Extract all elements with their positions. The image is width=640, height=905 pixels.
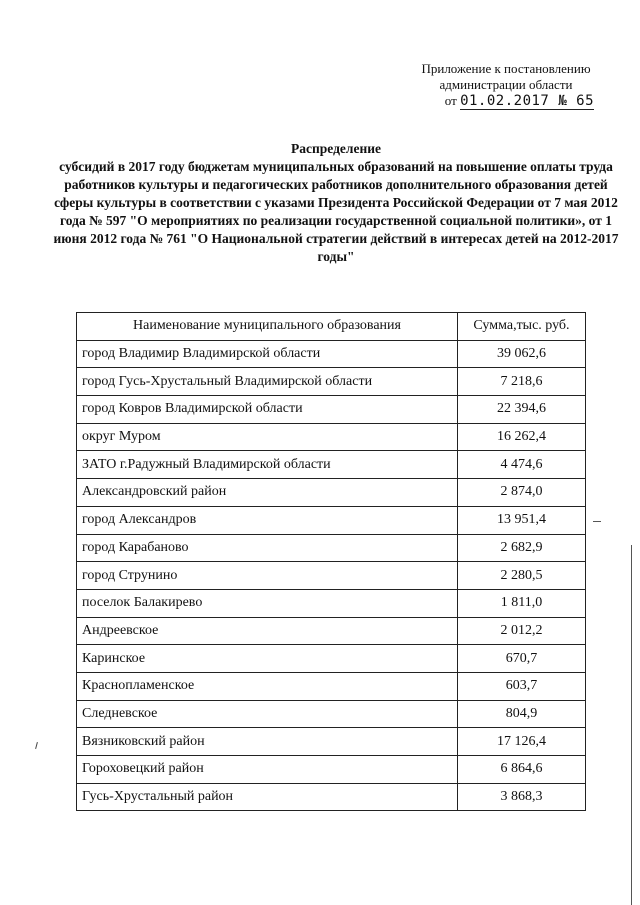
amount-cell: 2 280,5 xyxy=(458,562,586,590)
document-title-block xyxy=(50,140,622,266)
table-row xyxy=(77,589,586,617)
appendix-header xyxy=(400,61,612,109)
amount-cell: 1 811,0 xyxy=(458,589,586,617)
municipality-name-cell: город Гусь-Хрустальный Владимирской области xyxy=(77,368,458,396)
municipality-name-cell: город Карабаново xyxy=(77,534,458,562)
amount-cell: 7 218,6 xyxy=(458,368,586,396)
municipality-name-cell: Александровский район xyxy=(77,479,458,507)
column-header-amount: Сумма,тыс. руб. xyxy=(458,313,586,341)
amount-cell: 16 262,4 xyxy=(458,423,586,451)
table-row xyxy=(77,423,586,451)
subsidy-table xyxy=(76,312,586,811)
table-body xyxy=(77,340,586,811)
appendix-line-2: администрации области xyxy=(439,77,573,92)
amount-cell: 3 868,3 xyxy=(458,783,586,811)
table-row xyxy=(77,340,586,368)
amount-cell: 603,7 xyxy=(458,672,586,700)
amount-cell: 17 126,4 xyxy=(458,728,586,756)
municipality-name-cell: Гороховецкий район xyxy=(77,756,458,784)
amount-cell: 670,7 xyxy=(458,645,586,673)
table-row xyxy=(77,783,586,811)
amount-cell: 2 012,2 xyxy=(458,617,586,645)
municipality-name-cell: ЗАТО г.Радужный Владимирской области xyxy=(77,451,458,479)
municipality-name-cell: город Александров xyxy=(77,506,458,534)
table-row xyxy=(77,479,586,507)
table-row xyxy=(77,534,586,562)
table-row xyxy=(77,368,586,396)
municipality-name-cell: Андреевское xyxy=(77,617,458,645)
amount-cell: 22 394,6 xyxy=(458,396,586,424)
table-row xyxy=(77,756,586,784)
appendix-line-1: Приложение к постановлению xyxy=(421,61,591,76)
municipality-name-cell: округ Муром xyxy=(77,423,458,451)
amount-cell: 6 864,6 xyxy=(458,756,586,784)
table-row xyxy=(77,506,586,534)
table-row xyxy=(77,672,586,700)
table-row xyxy=(77,396,586,424)
table-row xyxy=(77,451,586,479)
amount-cell: 4 474,6 xyxy=(458,451,586,479)
column-header-name: Наименование муниципального образования xyxy=(77,313,458,341)
municipality-name-cell: Каринское xyxy=(77,645,458,673)
scan-speck xyxy=(35,742,38,749)
amount-cell: 2 874,0 xyxy=(458,479,586,507)
municipality-name-cell: город Ковров Владимирской области xyxy=(77,396,458,424)
amount-cell: 804,9 xyxy=(458,700,586,728)
table-row xyxy=(77,645,586,673)
handwritten-date-number: 01.02.2017 № 65 xyxy=(460,93,594,109)
resolution-reference xyxy=(400,93,612,109)
table-row xyxy=(77,728,586,756)
document-subtitle: субсидий в 2017 году бюджетам муниципальных образований на повышение оплаты труда работников культуры и педагогических работников дополнительного образования детей сферы культуры в соответствии с указами Президента Российской Федерации от 7 мая 2012 года № 597 "О мероприятиях по реализации государственной социальной политики», от 1 июня 2012 года № 761 "О Национальной стратегии действий в интересах детей на 2012-2017 годы" xyxy=(53,159,619,264)
municipality-name-cell: Вязниковский район xyxy=(77,728,458,756)
municipality-name-cell: город Струнино xyxy=(77,562,458,590)
table-row xyxy=(77,617,586,645)
document-heading: Распределение xyxy=(290,141,382,156)
table-row xyxy=(77,700,586,728)
table-row xyxy=(77,562,586,590)
municipality-name-cell: поселок Балакирево xyxy=(77,589,458,617)
municipality-name-cell: Гусь-Хрустальный район xyxy=(77,783,458,811)
amount-cell: 2 682,9 xyxy=(458,534,586,562)
amount-cell: 13 951,4 xyxy=(458,506,586,534)
table-header-row xyxy=(77,313,586,341)
reference-prefix: от xyxy=(444,93,457,108)
municipality-name-cell: город Владимир Владимирской области xyxy=(77,340,458,368)
municipality-name-cell: Следневское xyxy=(77,700,458,728)
amount-cell: 39 062,6 xyxy=(458,340,586,368)
municipality-name-cell: Краснопламенское xyxy=(77,672,458,700)
scan-edge-line xyxy=(631,545,632,905)
scan-speck xyxy=(593,521,601,522)
